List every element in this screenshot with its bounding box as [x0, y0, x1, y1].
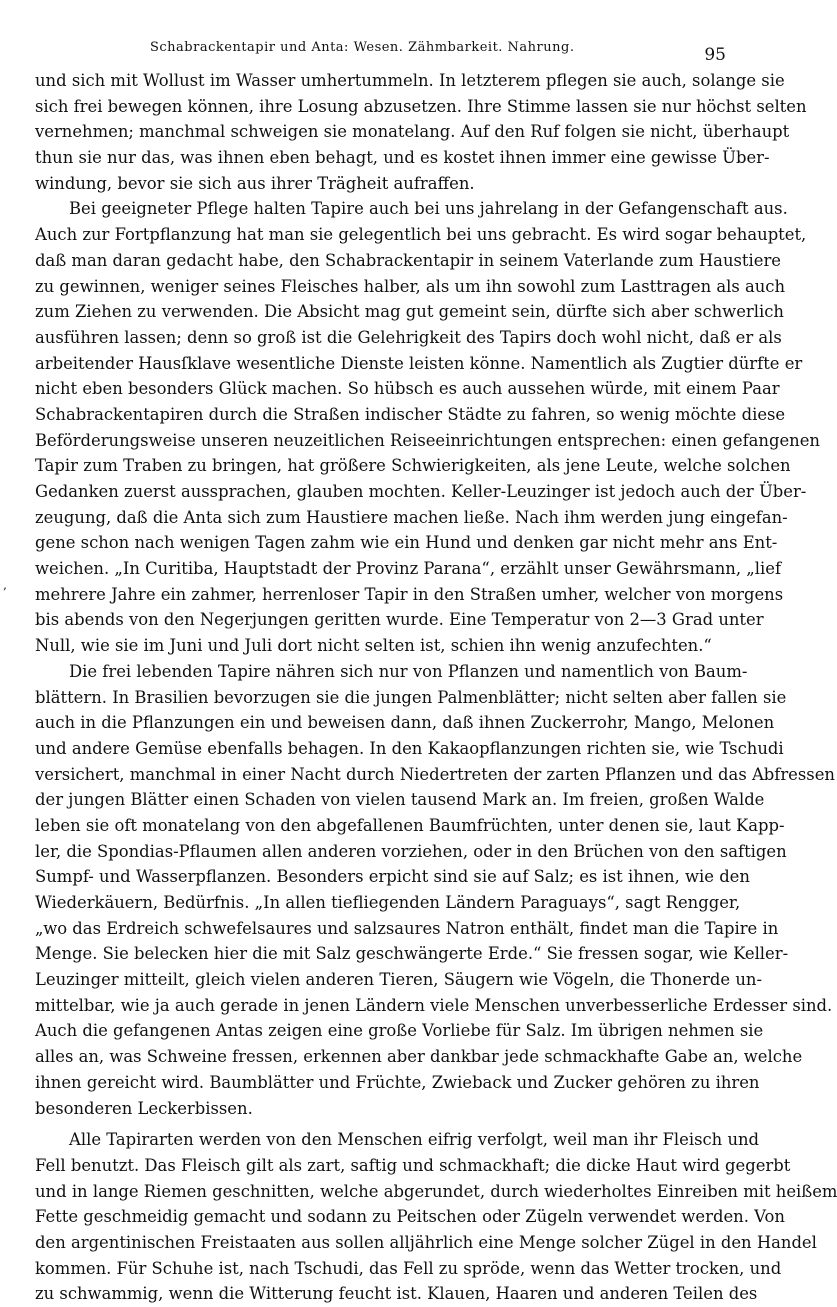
paragraph: [35, 659, 835, 1121]
text-line: Gedanken zuerst aussprachen, glauben mochten. Keller-Leuzinger ist jedoch auch der Über-: [35, 482, 807, 501]
text-line: alles an, was Schweine fressen, erkennen aber dankbar jede schmackhafte Gabe an, welche: [35, 1047, 803, 1067]
text-line: der jungen Blätter einen Schaden von vielen tausend Mark an. Im freien, großen Walde: [35, 790, 765, 810]
text-line: zeugung, daß die Anta sich zum Haustiere machen ließe. Nach ihm werden jung eingefan-: [35, 507, 788, 527]
text-line: Bei geeigneter Pflege halten Tapire auch bei uns jahrelang in der Gefangenschaft aus.: [69, 199, 788, 219]
text-line: Auch zur Fortpflanzung hat man sie gelegentlich bei uns gebracht. Es wird sogar behauptet,: [35, 225, 807, 245]
text-line: sich frei bewegen können, ihre Losung abzusetzen. Ihre Stimme lassen sie nur höchst selten: [35, 96, 807, 116]
text-line: blättern. In Brasilien bevorzugen sie die jungen Palmenblätter; nicht selten aber fallen sie: [35, 687, 787, 707]
text-line: Beförderungsweise unseren neuzeitlichen Reiseeinrichtungen entsprechen: einen gefangenen: [35, 430, 820, 450]
text-line: windung, bevor sie sich aus ihrer Trägheit aufraffen.: [35, 173, 475, 193]
text-line: ihnen gereicht wird. Baumblätter und Früchte, Zwieback und Zucker gehören zu ihren: [35, 1072, 760, 1092]
text-line: Die frei lebenden Tapire nähren sich nur von Pflanzen und namentlich von Baum-: [69, 661, 748, 681]
text-line: leben sie oft monatelang von den abgefallenen Baumfrüchten, unter denen sie, laut Kapp-: [35, 815, 785, 835]
margin-mark: ‚: [3, 578, 7, 592]
text-line: und sich mit Wollust im Wasser umhertummeln. In letzterem pflegen sie auch, solange sie: [35, 71, 785, 90]
text-line: mittelbar, wie ja auch gerade in jenen Ländern viele Menschen unverbesserliche Erdesser sind.: [35, 995, 833, 1015]
running-head: Schabrackentapir und Anta: Wesen. Zähmbarkeit. Nahrung.: [150, 40, 575, 55]
text-line: besonderen Leckerbissen.: [35, 1098, 253, 1118]
paragraph: [35, 68, 807, 196]
text-line: zu gewinnen, weniger seines Fleisches halber, als um ihn sowohl zum Lasttragen als auch: [35, 276, 786, 296]
text-line: ler, die Spondias-Pflaumen allen anderen vorziehen, oder in den Brüchen von den saftigen: [35, 841, 787, 861]
text-line: kommen. Für Schuhe ist, nach Tschudi, das Fell zu spröde, wenn das Wetter trocken, und: [35, 1258, 782, 1278]
text-line: Auch die gefangenen Antas zeigen eine große Vorliebe für Salz. Im übrigen nehmen sie: [35, 1021, 764, 1041]
text-line: ausführen lassen; denn so groß ist die Gelehrigkeit des Tapirs doch wohl nicht, daß er als: [35, 327, 782, 347]
text-line: Fell benutzt. Das Fleisch gilt als zart, saftig und schmackhaft; die dicke Haut wird gegerbt: [35, 1155, 791, 1175]
text-line: zum Ziehen zu verwenden. Die Absicht mag gut gemeint sein, dürfte sich aber schwerlich: [35, 302, 784, 322]
paragraph: [35, 196, 820, 658]
text-line: arbeitender Hausſklave wesentliche Dienste leisten könne. Namentlich als Zugtier dürfte er: [35, 353, 803, 373]
text-line: Wiederkäuern, Bedürfnis. „In allen tiefliegenden Ländern Paraguays“, sagt Rengger,: [35, 893, 741, 912]
text-line: nicht eben besonders Glück machen. So hübsch es auch aussehen würde, mit einem Paar: [35, 379, 780, 399]
page-number: 95: [704, 45, 726, 65]
text-line: versichert, manchmal in einer Nacht durch Niedertreten der zarten Pflanzen und das Abfressen: [35, 764, 835, 784]
text-line: Tapir zum Traben zu bringen, hat größere Schwierigkeiten, als jene Leute, welche solchen: [35, 456, 791, 476]
text-line: „wo das Erdreich schwefelsaures und salzsaures Natron enthält, findet man die Tapire in: [35, 918, 779, 938]
text-line: den argentinischen Freistaaten aus sollen alljährlich eine Menge solcher Zügel in den Handel: [35, 1232, 817, 1252]
text-line: Sumpf- und Wasserpflanzen. Besonders erpicht sind sie auf Salz; es ist ihnen, wie den: [35, 867, 750, 887]
paragraph: [35, 1127, 837, 1307]
text-line: Alle Tapirarten werden von den Menschen eifrig verfolgt, weil man ihr Fleisch und: [69, 1130, 760, 1150]
text-line: zu schwammig, wenn die Witterung feucht ist. Klauen, Haaren und anderen Teilen des: [35, 1284, 758, 1304]
text-line: und andere Gemüse ebenfalls behagen. In den Kakaopflanzungen richten sie, wie Tschudi: [35, 738, 784, 758]
text-line: vernehmen; manchmal schweigen sie monatelang. Auf den Ruf folgen sie nicht, überhaupt: [35, 122, 790, 142]
text-line: Fette geschmeidig gemacht und sodann zu Peitschen oder Zügeln verwendet werden. Von: [35, 1207, 785, 1227]
text-line: daß man daran gedacht habe, den Schabrackentapir in seinem Vaterlande zum Haustiere: [35, 250, 781, 270]
text-line: Menge. Sie belecken hier die mit Salz geschwängerte Erde.“ Sie fressen sogar, wie Keller-: [35, 944, 789, 964]
text-line: bis abends von den Negerjungen geritten wurde. Eine Temperatur von 2—3 Grad unter: [35, 610, 764, 630]
text-line: weichen. „In Curitiba, Hauptstadt der Provinz Parana“, erzählt unser Gewährsmann, „lief: [35, 559, 782, 579]
text-line: und in lange Riemen geschnitten, welche abgerundet, durch wiederholtes Einreiben mit heißem: [35, 1181, 837, 1201]
body-text: [35, 68, 837, 1307]
text-line: auch in die Pflanzungen ein und beweisen dann, daß ihnen Zuckerrohr, Mango, Melonen: [35, 713, 775, 733]
text-line: Null, wie sie im Juni und Juli dort nicht selten ist, schien ihn wenig anzufechten.“: [35, 636, 712, 656]
text-line: thun sie nur das, was ihnen eben behagt, und es kostet ihnen immer eine gewisse Über-: [35, 148, 770, 168]
text-line: gene schon nach wenigen Tagen zahm wie ein Hund und denken gar nicht mehr ans Ent-: [35, 533, 778, 553]
text-line: Leuzinger mitteilt, gleich vielen anderen Tieren, Säugern wie Vögeln, die Thonerde un-: [35, 970, 762, 990]
text-line: mehrere Jahre ein zahmer, herrenloser Tapir in den Straßen umher, welcher von morgens: [35, 584, 784, 604]
text-line: Schabrackentapiren durch die Straßen indischer Städte zu fahren, so wenig möchte diese: [35, 404, 786, 424]
